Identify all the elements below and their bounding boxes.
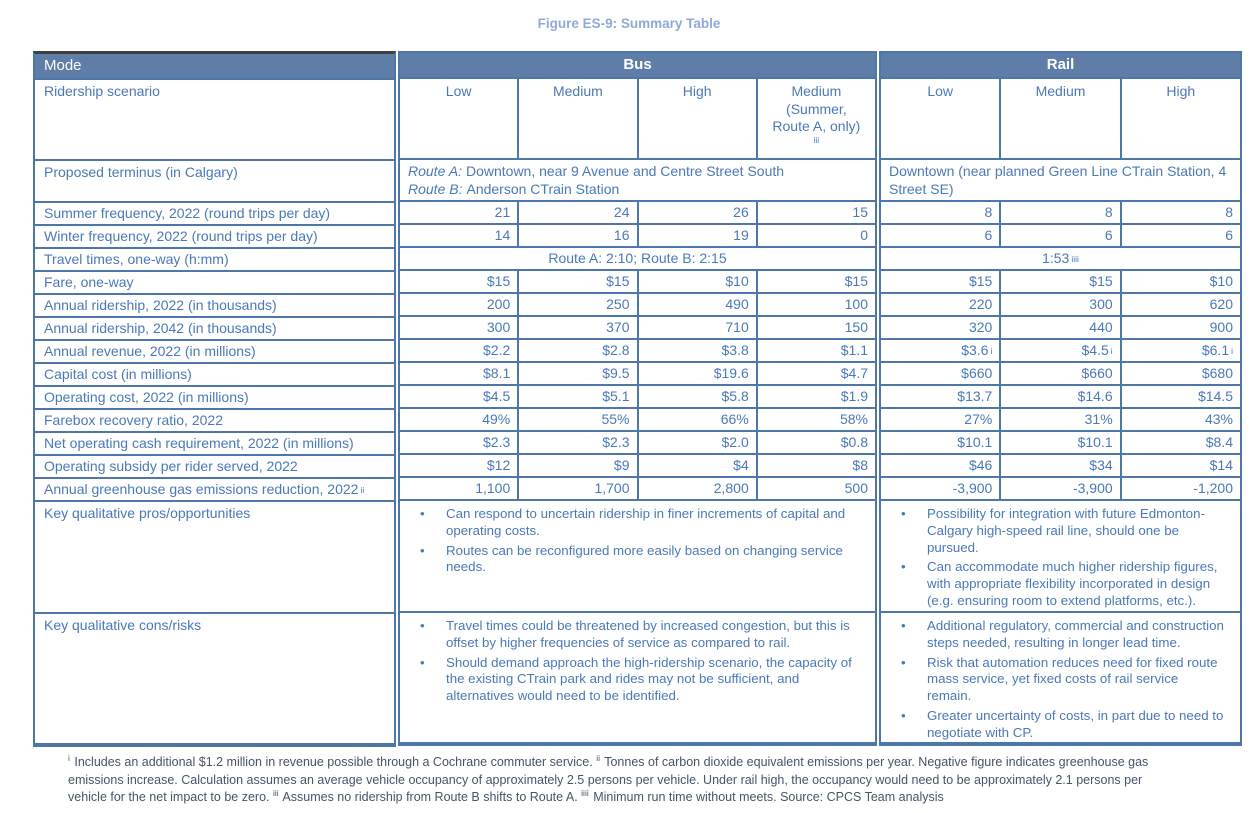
bus-value-cell: $5.8: [639, 386, 756, 407]
bus-value-cell: $2.8: [519, 340, 636, 361]
bus-value-cell: $9.5: [519, 363, 636, 384]
cons-bus-list: [400, 618, 867, 708]
rail-value-cell: $46: [881, 455, 999, 476]
scenario-label: High: [682, 83, 712, 99]
bus-value-cell: 1,700: [519, 478, 636, 499]
bus-value-cell: 300: [400, 317, 517, 338]
scenario-row-label: Ridership scenario: [35, 80, 394, 159]
footnote-marker: iii: [272, 787, 279, 798]
bus-value-cell: 66%: [639, 409, 756, 430]
bus-value-cell: 14: [400, 225, 517, 246]
row-label-cell: Annual revenue, 2022 (in millions): [35, 341, 394, 362]
row-label-cell: Farebox recovery ratio, 2022: [35, 410, 394, 431]
bus-value-cell: 370: [519, 317, 636, 338]
bus-section: [398, 51, 877, 746]
bus-value-cell: $0.8: [758, 432, 875, 453]
bus-value-cell: $9: [519, 455, 636, 476]
cons-label-cell: Key qualitative cons/risks: [35, 614, 394, 743]
rail-value-cell: $14.5: [1122, 386, 1240, 407]
terminus-bus-cell: [400, 160, 875, 200]
rail-value-cell: $14: [1122, 455, 1240, 476]
rail-value-cell: 8: [1001, 202, 1119, 223]
bus-value-cell: 490: [639, 294, 756, 315]
scenario-cell-rail-medium: [1001, 79, 1119, 158]
rail-value-cell: 300: [1001, 294, 1119, 315]
bus-value-cell: $5.1: [519, 386, 636, 407]
rail-value-cell: $15: [1001, 271, 1119, 292]
rail-value-cell: 43%: [1122, 409, 1240, 430]
figure-title: Figure ES-9: Summary Table: [537, 16, 721, 31]
bus-value-cell: 150: [758, 317, 875, 338]
rail-value-cell: -3,900: [1001, 478, 1119, 499]
terminus-rail-cell: [881, 160, 1240, 200]
rail-value-cell: 6: [881, 225, 999, 246]
footnote-text: Includes an additional $1.2 million in revenue possible through a Cochrane commuter service.: [70, 755, 597, 769]
bus-value-cell: $1.9: [758, 386, 875, 407]
bus-value-cell: 710: [639, 317, 756, 338]
rail-value-cell: 620: [1122, 294, 1240, 315]
cons-bus-bullet: • Should demand approach the high-ridership scenario, the capacity of the existing CTrain park and rides may not be sufficient, and alternatives would need to be identified.: [400, 655, 867, 705]
pros-bus-bullet: • Can respond to uncertain ridership in finer increments of capital and operating costs.: [400, 506, 867, 540]
rail-value-cell: 6: [1122, 225, 1240, 246]
row-label-cell: Annual greenhouse gas emissions reduction, 2022 ii: [35, 479, 394, 500]
row-label-cell: Annual ridership, 2022 (in thousands): [35, 295, 394, 316]
scenario-cell-bus-high: [639, 79, 756, 158]
footnotes: [68, 754, 1174, 807]
rail-value-cell: $14.6: [1001, 386, 1119, 407]
footnote-text: Tonnes of carbon dioxide equivalent emissions per year. Negative figure indicates greenhouse gas emissions increase. Calculation assumes an average vehicle occupancy of approximately 2.5 persons per vehicle. Under rail high, the occupancy would need to be approximately 2.1 persons per vehicle for the net impact to be zero.: [68, 755, 1149, 804]
bus-value-cell: $4: [639, 455, 756, 476]
scenario-label: Medium: [1035, 83, 1086, 99]
scenario-cell-bus-medium: [519, 79, 636, 158]
bus-value-cell: 100: [758, 294, 875, 315]
bus-value-cell: 19: [639, 225, 756, 246]
rail-value-cell: 27%: [881, 409, 999, 430]
footnote-text: Assumes no ridership from Route B shifts to Route A.: [279, 790, 582, 804]
scenario-cell-rail-high: [1122, 79, 1240, 158]
mode-header-cell: Mode: [35, 54, 394, 78]
row-label-cell: Annual ridership, 2042 (in thousands): [35, 318, 394, 339]
scenario-label: Medium (Summer, Route A, only): [772, 83, 861, 134]
terminus-rail-text: Downtown (near planned Green Line CTrain Station, 4 Street SE): [889, 163, 1227, 197]
rail-value-cell: -1,200: [1122, 478, 1240, 499]
scenario-label: Low: [445, 83, 472, 99]
bus-value-cell: 16: [519, 225, 636, 246]
row-label-cell: Summer frequency, 2022 (round trips per day): [35, 203, 394, 224]
rail-value-cell: $4.5 i: [1001, 340, 1119, 361]
rail-value-cell: 220: [881, 294, 999, 315]
summary-table: [33, 51, 1258, 747]
row-label-cell: Winter frequency, 2022 (round trips per day): [35, 226, 394, 247]
rail-value-cell: 8: [881, 202, 999, 223]
bus-value-cell: 24: [519, 202, 636, 223]
scenario-label: Low: [927, 83, 953, 99]
rail-value-cell: 8: [1122, 202, 1240, 223]
bus-value-cell: $4.7: [758, 363, 875, 384]
row-label-cell: Net operating cash requirement, 2022 (in millions): [35, 433, 394, 454]
bus-value-cell: $8: [758, 455, 875, 476]
rail-value-cell: $660: [1001, 363, 1119, 384]
rail-value-cell: $8.4: [1122, 432, 1240, 453]
rail-value-cell: $34: [1001, 455, 1119, 476]
rail-merged-value-cell: 1:53 iiii: [881, 248, 1240, 269]
scenario-label: Medium: [552, 83, 603, 99]
bus-value-cell: 200: [400, 294, 517, 315]
bus-value-cell: $19.6: [639, 363, 756, 384]
scenario-footnote-marker: iii: [813, 134, 820, 145]
bus-value-cell: $10: [639, 271, 756, 292]
pros-bus-list: [400, 506, 867, 579]
rail-value-cell: 440: [1001, 317, 1119, 338]
bus-value-cell: $15: [519, 271, 636, 292]
bus-value-cell: 15: [758, 202, 875, 223]
rail-value-cell: $660: [881, 363, 999, 384]
pros-bus-bullet: • Routes can be reconfigured more easily based on changing service needs.: [400, 543, 867, 577]
scenario-cell-bus-medium-summer: [758, 79, 875, 158]
terminus-route-a: Route A: Downtown, near 9 Avenue and Centre Street South: [408, 163, 785, 179]
pros-rail-cell: [881, 501, 1240, 611]
row-label-cell: Fare, one-way: [35, 272, 394, 293]
footnote-text: Minimum run time without meets. Source: CPCS Team analysis: [589, 790, 944, 804]
rail-value-cell: $13.7: [881, 386, 999, 407]
bus-value-cell: 250: [519, 294, 636, 315]
cons-rail-bullet: • Greater uncertainty of costs, in part due to need to negotiate with CP.: [881, 708, 1232, 742]
bus-value-cell: 0: [758, 225, 875, 246]
rail-value-cell: $15: [881, 271, 999, 292]
row-label-cell: Operating subsidy per rider served, 2022: [35, 456, 394, 477]
cons-bus-bullet: • Travel times could be threatened by increased congestion, but this is offset by higher frequencies of service as compared to rail.: [400, 618, 867, 652]
terminus-row-label: Proposed terminus (in Calgary): [35, 161, 394, 201]
bus-value-cell: $4.5: [400, 386, 517, 407]
scenario-label: High: [1166, 83, 1196, 99]
bus-value-cell: 500: [758, 478, 875, 499]
bus-value-cell: $1.1: [758, 340, 875, 361]
rail-value-cell: 31%: [1001, 409, 1119, 430]
rail-value-cell: $3.6 i: [881, 340, 999, 361]
bus-header-cell: Bus: [400, 53, 875, 77]
pros-label-cell: Key qualitative pros/opportunities: [35, 502, 394, 612]
bus-value-cell: 49%: [400, 409, 517, 430]
rail-value-cell: 900: [1122, 317, 1240, 338]
terminus-route-b: Route B: Anderson CTrain Station: [408, 180, 620, 197]
footnote-marker: iiii: [581, 787, 589, 798]
cons-rail-bullet: • Risk that automation reduces need for fixed route mass service, yet fixed costs of rail service remain.: [881, 655, 1232, 705]
rail-value-cell: 320: [881, 317, 999, 338]
bus-value-cell: $15: [400, 271, 517, 292]
bus-value-cell: 55%: [519, 409, 636, 430]
bus-value-cell: 26: [639, 202, 756, 223]
cons-bus-cell: [400, 613, 875, 742]
bus-value-cell: $12: [400, 455, 517, 476]
cons-rail-list: [881, 618, 1232, 742]
rail-value-cell: 6: [1001, 225, 1119, 246]
bus-value-cell: 58%: [758, 409, 875, 430]
bus-value-cell: $8.1: [400, 363, 517, 384]
rail-value-cell: $680: [1122, 363, 1240, 384]
scenario-cell-bus-low: [400, 79, 517, 158]
row-label-cell: Operating cost, 2022 (in millions): [35, 387, 394, 408]
rail-value-cell: $10: [1122, 271, 1240, 292]
rail-header-cell: Rail: [881, 53, 1240, 77]
rail-value-cell: $10.1: [1001, 432, 1119, 453]
bus-value-cell: 21: [400, 202, 517, 223]
scenario-cell-rail-low: [881, 79, 999, 158]
bus-value-cell: $15: [758, 271, 875, 292]
rail-value-cell: $6.1 i: [1122, 340, 1240, 361]
rail-value-cell: -3,900: [881, 478, 999, 499]
bus-value-cell: $3.8: [639, 340, 756, 361]
bus-value-cell: $2.2: [400, 340, 517, 361]
footnote-marker: ii: [596, 752, 600, 763]
bus-merged-value-cell: Route A: 2:10; Route B: 2:15: [400, 248, 875, 269]
bus-value-cell: $2.3: [519, 432, 636, 453]
pros-rail-list: [881, 506, 1232, 611]
pros-rail-bullet: • Possibility for integration with future Edmonton-Calgary high-speed rail line, should one be pursued.: [881, 506, 1232, 556]
bus-value-cell: 2,800: [639, 478, 756, 499]
row-label-column: [33, 51, 396, 747]
bus-value-cell: $2.3: [400, 432, 517, 453]
row-label-cell: Capital cost (in millions): [35, 364, 394, 385]
footnote-marker: i: [68, 752, 70, 763]
cons-rail-bullet: • Additional regulatory, commercial and construction steps needed, resulting in longer lead time.: [881, 618, 1232, 652]
row-label-cell: Travel times, one-way (h:mm): [35, 249, 394, 270]
cons-rail-cell: [881, 613, 1240, 742]
rail-section: [879, 51, 1242, 746]
rail-value-cell: $10.1: [881, 432, 999, 453]
bus-value-cell: 1,100: [400, 478, 517, 499]
pros-bus-cell: [400, 501, 875, 611]
pros-rail-bullet: • Can accommodate much higher ridership figures, with appropriate flexibility incorporated in design (e.g. ensuring room to extend platforms, etc.).: [881, 559, 1232, 609]
bus-value-cell: $2.0: [639, 432, 756, 453]
